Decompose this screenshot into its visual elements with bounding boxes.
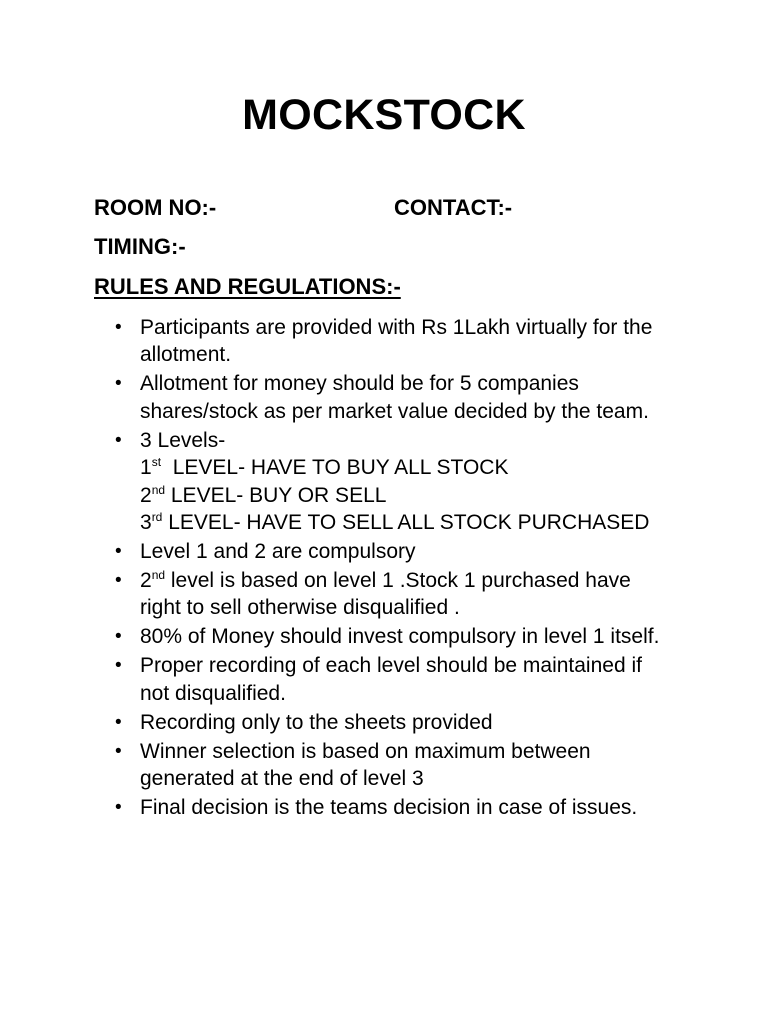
level-text: LEVEL- HAVE TO SELL ALL STOCK PURCHASED xyxy=(162,511,650,535)
level-1-line xyxy=(140,454,675,481)
bullet-icon: • xyxy=(115,570,122,592)
level-number: 2 xyxy=(140,569,152,593)
level-ordinal: nd xyxy=(151,482,166,497)
bullet-icon: • xyxy=(115,373,122,395)
level-number: 1 xyxy=(140,456,152,480)
rule-text: level is based on level 1 .Stock 1 purchased have right to sell otherwise disqualified . xyxy=(140,569,631,620)
level-number: 3 xyxy=(140,511,152,535)
bullet-icon: • xyxy=(115,626,122,648)
bullet-icon: • xyxy=(115,740,122,762)
rule-text: Level 1 and 2 are compulsory xyxy=(140,540,416,564)
bullet-icon: • xyxy=(115,429,122,451)
level-text: LEVEL- BUY OR SELL xyxy=(165,483,387,507)
rule-text: Final decision is the teams decision in case of issues. xyxy=(140,796,638,820)
rules-list xyxy=(115,314,675,823)
rules-heading: RULES AND REGULATIONS:- xyxy=(94,274,401,299)
list-item xyxy=(115,794,675,821)
bullet-icon: • xyxy=(115,317,122,338)
rule-text: Allotment for money should be for 5 companies shares/stock as per market value decided by the team. xyxy=(140,372,649,423)
contact-label: CONTACT:- xyxy=(394,195,513,220)
rule-text: Winner selection is based on maximum between generated at the end of level 3 xyxy=(140,739,591,791)
bullet-icon: • xyxy=(115,655,122,677)
list-item xyxy=(115,652,675,707)
list-item xyxy=(115,567,675,622)
level-text: LEVEL- HAVE TO BUY ALL STOCK xyxy=(161,456,509,480)
rule-text: Participants are provided with Rs 1Lakh virtually for the allotment. xyxy=(140,316,653,367)
document-title: MOCKSTOCK xyxy=(242,91,526,139)
list-item xyxy=(115,370,675,425)
rule-text: Proper recording of each level should be maintained if not disqualified. xyxy=(140,654,642,705)
list-item xyxy=(115,709,675,736)
list-item xyxy=(115,427,675,537)
rule-text: 3 Levels- xyxy=(140,428,226,452)
bullet-icon: • xyxy=(115,797,122,819)
list-item xyxy=(115,623,675,650)
level-3-line xyxy=(140,509,675,536)
level-number: 2 xyxy=(140,483,152,507)
level-2-line xyxy=(140,482,675,509)
list-item xyxy=(115,538,675,565)
rule-text: Recording only to the sheets provided xyxy=(140,710,493,734)
bullet-icon: • xyxy=(115,541,122,563)
list-item xyxy=(115,314,675,369)
room-no-label: ROOM NO:- xyxy=(94,195,217,220)
list-item xyxy=(115,738,675,793)
level-ordinal: st xyxy=(151,455,162,470)
level-ordinal: nd xyxy=(151,568,166,583)
level-ordinal: rd xyxy=(151,510,163,525)
bullet-icon: • xyxy=(115,711,122,733)
timing-label: TIMING:- xyxy=(94,234,186,259)
rule-text: 80% of Money should invest compulsory in level 1 itself. xyxy=(140,625,660,649)
